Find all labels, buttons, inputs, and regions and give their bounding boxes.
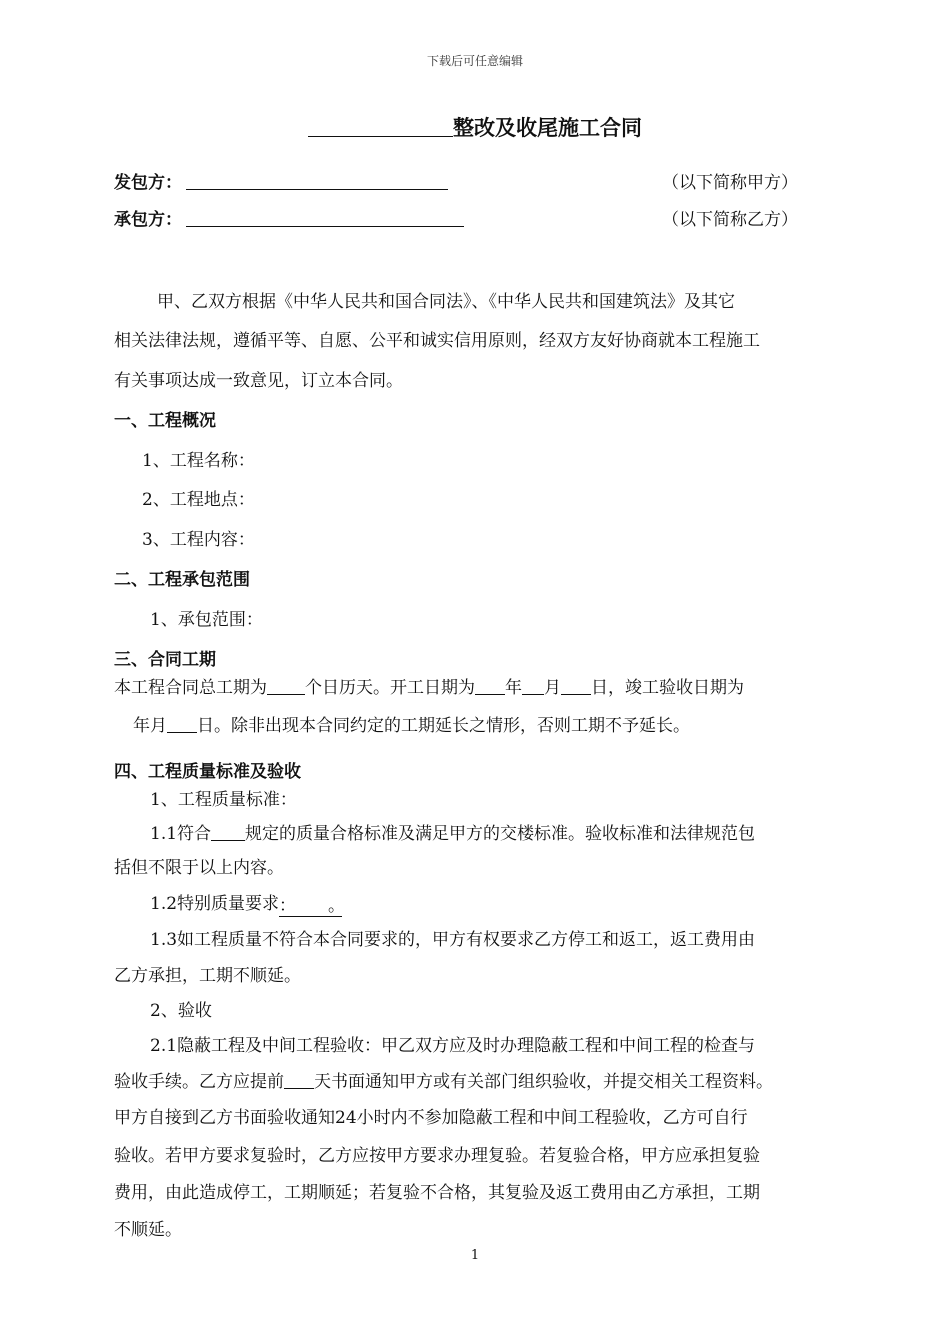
period-text-d: 月 <box>544 678 561 698</box>
employer-blank-line <box>186 173 448 190</box>
quality-standard-item: 1、工程质量标准： <box>150 790 297 810</box>
contractor-label: 承包方： <box>114 210 182 230</box>
period-text-a: 本工程合同总工期为 <box>114 678 267 698</box>
section3-heading: 三、合同工期 <box>114 650 216 670</box>
section4-heading: 四、工程质量标准及验收 <box>114 762 301 782</box>
period-text-b: 个日历天。开工日期为 <box>305 678 475 698</box>
start-month-blank <box>522 678 544 695</box>
title-text: 整改及收尾施工合同 <box>453 116 642 140</box>
scope-item: 1、承包范围： <box>150 610 263 630</box>
period-text-e: 日，竣工验收日期为 <box>591 678 744 698</box>
clause-1-3-line-1: 1.3如工程质量不符合本合同要求的，甲方有权要求乙方停工和返工，返工费用由 <box>150 930 756 950</box>
employer-row <box>114 168 448 193</box>
project-name-item: 1、工程名称： <box>142 451 255 471</box>
page-header-note: 下载后可任意编辑 <box>426 54 523 68</box>
clause-1-2 <box>150 889 346 917</box>
start-day-blank <box>561 678 591 695</box>
intro-line-2: 相关法律法规，遵循平等、自愿、公平和诚实信用原则，经双方友好协商就本工程施工 <box>114 331 760 351</box>
intro-line-3: 有关事项达成一致意见，订立本合同。 <box>114 371 403 391</box>
document-title <box>0 112 950 142</box>
contractor-note: （以下简称乙方） <box>662 210 798 230</box>
clause-2-1-line-1: 2.1隐蔽工程及中间工程验收：甲乙双方应及时办理隐蔽工程和中间工程的检查与 <box>150 1036 756 1056</box>
period-text-c: 年 <box>505 678 522 698</box>
page-number: 1 <box>470 1248 480 1263</box>
contractor-row <box>114 205 464 230</box>
acceptance-item: 2、验收 <box>150 1001 212 1021</box>
standard-blank <box>211 824 245 841</box>
start-year-blank <box>475 678 505 695</box>
period-text-g: 日。除非出现本合同约定的工期延长之情形，否则工期不予延长。 <box>197 716 690 736</box>
clause-2-1-text-a: 验收手续。乙方应提前 <box>114 1072 284 1092</box>
contractor-blank-line <box>186 210 464 227</box>
period-text-f: 年月 <box>133 716 167 736</box>
clause-2-1-line-6: 不顺延。 <box>114 1220 182 1240</box>
clause-2-1-line-2 <box>114 1067 773 1092</box>
clause-1-1-text-b: 规定的质量合格标准及满足甲方的交楼标准。验收标准和法律规范包 <box>245 824 756 844</box>
clause-1-3-line-2: 乙方承担，工期不顺延。 <box>114 966 301 986</box>
finish-day-blank <box>167 716 197 733</box>
clause-2-1-line-5: 费用，由此造成停工，工期顺延；若复验不合格，其复验及返工费用由乙方承担，工期 <box>114 1183 760 1203</box>
clause-2-1-line-3: 甲方自接到乙方书面验收通知24小时内不参加隐蔽工程和中间工程验收，乙方可自行 <box>114 1108 748 1128</box>
section1-heading: 一、工程概况 <box>114 411 216 431</box>
clause-2-1-text-b: 天书面通知甲方或有关部门组织验收，并提交相关工程资料。 <box>314 1072 773 1092</box>
period-days-blank <box>267 678 305 695</box>
employer-note: （以下简称甲方） <box>662 173 798 193</box>
project-content-item: 3、工程内容： <box>142 530 255 550</box>
title-blank-line <box>308 116 453 137</box>
clause-1-1-line-2: 括但不限于以上内容。 <box>114 858 284 878</box>
intro-line-1: 甲、乙双方根据《中华人民共和国合同法》、《中华人民共和国建筑法》及其它 <box>157 292 735 312</box>
period-line-2 <box>133 711 690 736</box>
section2-heading: 二、工程承包范围 <box>114 570 250 590</box>
notice-days-blank <box>284 1072 314 1089</box>
project-location-item: 2、工程地点： <box>142 490 255 510</box>
clause-1-1-text-a: 1.1符合 <box>150 824 212 844</box>
clause-1-1-line-1 <box>150 819 755 844</box>
employer-label: 发包方： <box>114 173 182 193</box>
special-quality-blank: ： 。 <box>279 891 342 917</box>
period-line-1 <box>114 673 744 698</box>
clause-1-2-text: 1.2特别质量要求 <box>150 894 280 914</box>
clause-2-1-line-4: 验收。若甲方要求复验时，乙方应按甲方要求办理复验。若复验合格，甲方应承担复验 <box>114 1146 760 1166</box>
